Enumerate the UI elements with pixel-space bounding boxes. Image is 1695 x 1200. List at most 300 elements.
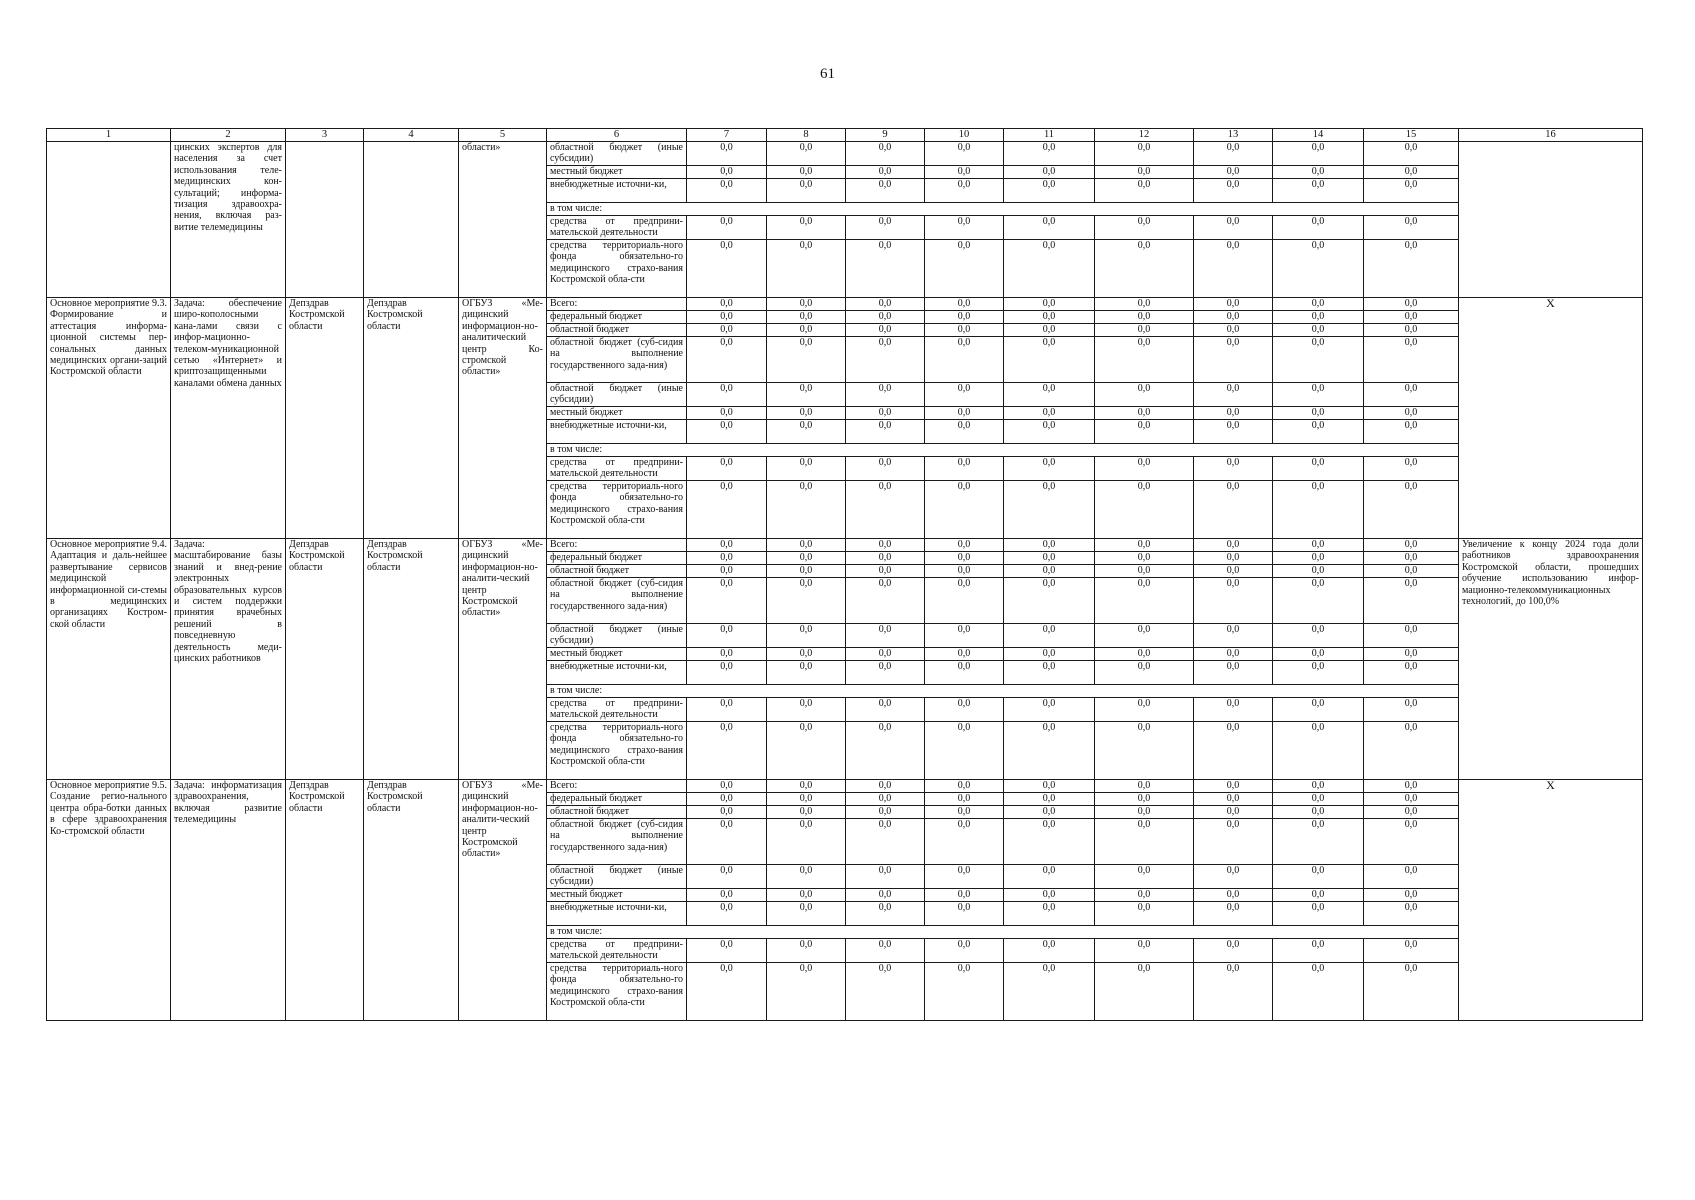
funding-value-col-11: 0,0: [1004, 179, 1095, 203]
funding-value-col-9: 0,0: [846, 565, 925, 578]
funding-value-col-15: 0,0: [1364, 578, 1459, 624]
funding-value-col-11: 0,0: [1004, 578, 1095, 624]
funding-value-col-14: 0,0: [1273, 216, 1364, 240]
funding-value-col-14: 0,0: [1273, 240, 1364, 298]
responsible-executor-cell: [286, 142, 364, 298]
funding-value-col-14: 0,0: [1273, 578, 1364, 624]
funding-value-col-11: 0,0: [1004, 216, 1095, 240]
funding-value-col-15: 0,0: [1364, 722, 1459, 780]
funding-source-label: в том числе:: [547, 685, 1459, 698]
activity-cell: Основное мероприятие 9.3. Формирование и аттестация информа-ционной системы пер-сональных данных медицинских органи-заций Костромской области: [47, 298, 171, 539]
funding-value-col-8: 0,0: [767, 407, 846, 420]
funding-value-col-13: 0,0: [1194, 324, 1273, 337]
participant-cell: ОГБУЗ «Ме-дицинский информацион-но-аналити-ческий центр Костромской области»: [459, 539, 547, 780]
funding-value-col-8: 0,0: [767, 240, 846, 298]
activity-cell: Основное мероприятие 9.4. Адаптация и даль-нейшее развертывание сервисов медицинской информационной си-стемы в медицинских организациях Костром-ской области: [47, 539, 171, 780]
funding-source-label: внебюджетные источни-ки,: [547, 420, 687, 444]
funding-value-col-14: 0,0: [1273, 698, 1364, 722]
funding-value-col-9: 0,0: [846, 722, 925, 780]
funding-value-col-8: 0,0: [767, 819, 846, 865]
column-number-14: 14: [1273, 129, 1364, 142]
funding-value-col-11: 0,0: [1004, 793, 1095, 806]
funding-value-col-13: 0,0: [1194, 383, 1273, 407]
funding-value-col-12: 0,0: [1095, 240, 1194, 298]
funding-source-label: федеральный бюджет: [547, 793, 687, 806]
funding-value-col-10: 0,0: [925, 698, 1004, 722]
funding-value-col-15: 0,0: [1364, 648, 1459, 661]
funding-value-col-8: 0,0: [767, 383, 846, 407]
funding-source-label: средства территориаль-ного фонда обязательно-го медицинского страхо-вания Костромской обла-сти: [547, 963, 687, 1021]
funding-value-col-8: 0,0: [767, 539, 846, 552]
funding-value-col-8: 0,0: [767, 698, 846, 722]
funding-source-label: областной бюджет (иные субсидии): [547, 624, 687, 648]
responsible-executor-cell: Депздрав Костромской области: [286, 298, 364, 539]
funding-value-col-14: 0,0: [1273, 793, 1364, 806]
funding-value-col-14: 0,0: [1273, 324, 1364, 337]
funding-value-col-12: 0,0: [1095, 648, 1194, 661]
funding-value-col-13: 0,0: [1194, 298, 1273, 311]
funding-value-col-7: 0,0: [687, 311, 767, 324]
funding-value-col-13: 0,0: [1194, 939, 1273, 963]
funding-value-col-12: 0,0: [1095, 552, 1194, 565]
column-number-15: 15: [1364, 129, 1459, 142]
funding-source-label: областной бюджет (суб-сидия на выполнение государственного зада-ния): [547, 337, 687, 383]
co-executor-cell: Депздрав Костромской области: [364, 539, 459, 780]
funding-value-col-11: 0,0: [1004, 311, 1095, 324]
funding-value-col-12: 0,0: [1095, 819, 1194, 865]
funding-value-col-7: 0,0: [687, 166, 767, 179]
co-executor-cell: Депздрав Костромской области: [364, 298, 459, 539]
funding-value-col-9: 0,0: [846, 889, 925, 902]
funding-value-col-9: 0,0: [846, 179, 925, 203]
column-number-2: 2: [171, 129, 286, 142]
funding-value-col-13: 0,0: [1194, 648, 1273, 661]
funding-value-col-9: 0,0: [846, 298, 925, 311]
funding-value-col-13: 0,0: [1194, 142, 1273, 166]
funding-value-col-15: 0,0: [1364, 552, 1459, 565]
funding-value-col-11: 0,0: [1004, 722, 1095, 780]
funding-value-col-13: 0,0: [1194, 661, 1273, 685]
funding-value-col-14: 0,0: [1273, 539, 1364, 552]
funding-value-col-13: 0,0: [1194, 819, 1273, 865]
funding-value-col-11: 0,0: [1004, 539, 1095, 552]
funding-value-col-7: 0,0: [687, 481, 767, 539]
funding-source-label: внебюджетные источни-ки,: [547, 179, 687, 203]
funding-value-col-10: 0,0: [925, 819, 1004, 865]
funding-value-col-10: 0,0: [925, 806, 1004, 819]
funding-value-col-9: 0,0: [846, 661, 925, 685]
column-number-9: 9: [846, 129, 925, 142]
funding-value-col-13: 0,0: [1194, 698, 1273, 722]
funding-value-col-14: 0,0: [1273, 481, 1364, 539]
funding-value-col-10: 0,0: [925, 240, 1004, 298]
funding-value-col-15: 0,0: [1364, 166, 1459, 179]
funding-value-col-12: 0,0: [1095, 806, 1194, 819]
funding-value-col-11: 0,0: [1004, 337, 1095, 383]
funding-value-col-13: 0,0: [1194, 337, 1273, 383]
funding-value-col-12: 0,0: [1095, 565, 1194, 578]
funding-source-label: в том числе:: [547, 444, 1459, 457]
funding-value-col-13: 0,0: [1194, 806, 1273, 819]
funding-value-col-9: 0,0: [846, 624, 925, 648]
funding-value-col-10: 0,0: [925, 578, 1004, 624]
funding-value-col-13: 0,0: [1194, 457, 1273, 481]
funding-value-col-10: 0,0: [925, 939, 1004, 963]
funding-source-label: внебюджетные источни-ки,: [547, 902, 687, 926]
funding-value-col-14: 0,0: [1273, 552, 1364, 565]
funding-source-label: федеральный бюджет: [547, 311, 687, 324]
funding-value-col-13: 0,0: [1194, 889, 1273, 902]
funding-value-col-9: 0,0: [846, 481, 925, 539]
funding-value-col-12: 0,0: [1095, 793, 1194, 806]
funding-value-col-7: 0,0: [687, 806, 767, 819]
funding-value-col-12: 0,0: [1095, 661, 1194, 685]
funding-value-col-13: 0,0: [1194, 722, 1273, 780]
funding-value-col-8: 0,0: [767, 939, 846, 963]
funding-value-col-7: 0,0: [687, 865, 767, 889]
funding-value-col-15: 0,0: [1364, 793, 1459, 806]
funding-value-col-14: 0,0: [1273, 298, 1364, 311]
task-cell: Задача: информатизация здравоохранения, включая развитие телемедицины: [171, 780, 286, 1021]
funding-value-col-14: 0,0: [1273, 624, 1364, 648]
funding-value-col-13: 0,0: [1194, 539, 1273, 552]
funding-value-col-9: 0,0: [846, 806, 925, 819]
funding-value-col-8: 0,0: [767, 661, 846, 685]
funding-value-col-15: 0,0: [1364, 889, 1459, 902]
participant-cell: ОГБУЗ «Ме-дицинский информацион-но-аналити-ческий центр Костромской области»: [459, 780, 547, 1021]
funding-value-col-14: 0,0: [1273, 722, 1364, 780]
participant-cell: ОГБУЗ «Ме-дицинский информацион-но-аналитический центр Ко-стромской области»: [459, 298, 547, 539]
funding-value-col-8: 0,0: [767, 142, 846, 166]
column-number-12: 12: [1095, 129, 1194, 142]
funding-value-col-10: 0,0: [925, 420, 1004, 444]
funding-value-col-15: 0,0: [1364, 819, 1459, 865]
funding-value-col-7: 0,0: [687, 648, 767, 661]
page-number: 61: [820, 66, 835, 82]
funding-value-col-10: 0,0: [925, 963, 1004, 1021]
funding-value-col-14: 0,0: [1273, 565, 1364, 578]
funding-source-label: областной бюджет (иные субсидии): [547, 865, 687, 889]
funding-value-col-13: 0,0: [1194, 578, 1273, 624]
funding-value-col-11: 0,0: [1004, 457, 1095, 481]
funding-value-col-7: 0,0: [687, 624, 767, 648]
column-number-11: 11: [1004, 129, 1095, 142]
funding-source-label: средства от предприни-мательской деятельности: [547, 216, 687, 240]
funding-value-col-14: 0,0: [1273, 420, 1364, 444]
funding-value-col-9: 0,0: [846, 216, 925, 240]
funding-value-col-13: 0,0: [1194, 481, 1273, 539]
funding-value-col-7: 0,0: [687, 722, 767, 780]
funding-value-col-11: 0,0: [1004, 661, 1095, 685]
funding-value-col-8: 0,0: [767, 865, 846, 889]
expected-result-cell: Х: [1459, 298, 1643, 539]
funding-value-col-10: 0,0: [925, 889, 1004, 902]
funding-value-col-7: 0,0: [687, 780, 767, 793]
funding-value-col-10: 0,0: [925, 383, 1004, 407]
funding-value-col-15: 0,0: [1364, 565, 1459, 578]
funding-value-col-9: 0,0: [846, 311, 925, 324]
funding-value-col-12: 0,0: [1095, 337, 1194, 383]
funding-value-col-8: 0,0: [767, 324, 846, 337]
funding-value-col-7: 0,0: [687, 324, 767, 337]
funding-value-col-15: 0,0: [1364, 806, 1459, 819]
funding-value-col-11: 0,0: [1004, 324, 1095, 337]
participant-cell: области»: [459, 142, 547, 298]
task-cell: цинских экспертов для населения за счет использования теле-медицинских кон-сультаций; информа-тизация здравоохра-нения, включая раз-витие телемедицины: [171, 142, 286, 298]
funding-value-col-10: 0,0: [925, 793, 1004, 806]
column-number-5: 5: [459, 129, 547, 142]
funding-value-col-15: 0,0: [1364, 383, 1459, 407]
funding-value-col-9: 0,0: [846, 648, 925, 661]
funding-source-label: федеральный бюджет: [547, 552, 687, 565]
task-cell: Задача: обеспечение широ-кополосными кана-лами связи с инфор-мационно-телеком-муникационной сетью «Интернет» и криптозащищенными каналами обмена данных: [171, 298, 286, 539]
funding-value-col-13: 0,0: [1194, 963, 1273, 1021]
funding-value-col-14: 0,0: [1273, 179, 1364, 203]
funding-value-col-14: 0,0: [1273, 963, 1364, 1021]
funding-source-label: средства от предприни-мательской деятельности: [547, 698, 687, 722]
funding-value-col-15: 0,0: [1364, 179, 1459, 203]
funding-value-col-7: 0,0: [687, 698, 767, 722]
funding-value-col-15: 0,0: [1364, 407, 1459, 420]
funding-value-col-15: 0,0: [1364, 698, 1459, 722]
funding-value-col-11: 0,0: [1004, 902, 1095, 926]
funding-source-label: внебюджетные источни-ки,: [547, 661, 687, 685]
funding-value-col-13: 0,0: [1194, 179, 1273, 203]
funding-value-col-7: 0,0: [687, 179, 767, 203]
funding-value-col-15: 0,0: [1364, 240, 1459, 298]
funding-value-col-10: 0,0: [925, 661, 1004, 685]
funding-value-col-10: 0,0: [925, 624, 1004, 648]
funding-value-col-14: 0,0: [1273, 889, 1364, 902]
funding-value-col-7: 0,0: [687, 552, 767, 565]
funding-value-col-12: 0,0: [1095, 722, 1194, 780]
funding-value-col-10: 0,0: [925, 865, 1004, 889]
funding-value-col-12: 0,0: [1095, 889, 1194, 902]
funding-value-col-7: 0,0: [687, 793, 767, 806]
funding-value-col-7: 0,0: [687, 578, 767, 624]
funding-source-label: Всего:: [547, 539, 687, 552]
funding-value-col-10: 0,0: [925, 179, 1004, 203]
expected-result-cell: Увеличение к концу 2024 года доли работников здравоохранения Костромской области, прошедших обучение использованию инфор-мационно-телекоммуникационных технологий, до 100,0%: [1459, 539, 1643, 780]
funding-value-col-13: 0,0: [1194, 311, 1273, 324]
funding-value-col-13: 0,0: [1194, 420, 1273, 444]
activity-cell: Основное мероприятие 9.5. Создание регио-нального центра обра-ботки данных в сфере здравоохранения Ко-стромской области: [47, 780, 171, 1021]
funding-value-col-14: 0,0: [1273, 383, 1364, 407]
funding-source-label: областной бюджет: [547, 565, 687, 578]
funding-value-col-7: 0,0: [687, 383, 767, 407]
funding-value-col-7: 0,0: [687, 142, 767, 166]
funding-value-col-12: 0,0: [1095, 939, 1194, 963]
funding-value-col-8: 0,0: [767, 166, 846, 179]
program-measures-table: [46, 128, 1643, 1021]
funding-value-col-8: 0,0: [767, 481, 846, 539]
funding-value-col-9: 0,0: [846, 939, 925, 963]
table-row: [47, 539, 1643, 552]
funding-value-col-9: 0,0: [846, 793, 925, 806]
funding-value-col-13: 0,0: [1194, 865, 1273, 889]
funding-value-col-13: 0,0: [1194, 407, 1273, 420]
funding-value-col-8: 0,0: [767, 420, 846, 444]
funding-value-col-12: 0,0: [1095, 865, 1194, 889]
funding-value-col-12: 0,0: [1095, 624, 1194, 648]
funding-value-col-7: 0,0: [687, 420, 767, 444]
funding-value-col-12: 0,0: [1095, 179, 1194, 203]
funding-value-col-13: 0,0: [1194, 793, 1273, 806]
funding-value-col-7: 0,0: [687, 216, 767, 240]
funding-value-col-8: 0,0: [767, 722, 846, 780]
funding-value-col-8: 0,0: [767, 179, 846, 203]
funding-value-col-15: 0,0: [1364, 216, 1459, 240]
funding-value-col-10: 0,0: [925, 722, 1004, 780]
column-number-7: 7: [687, 129, 767, 142]
funding-value-col-13: 0,0: [1194, 552, 1273, 565]
funding-source-label: областной бюджет: [547, 806, 687, 819]
funding-value-col-14: 0,0: [1273, 457, 1364, 481]
task-cell: Задача: масштабирование базы знаний и внед-рение электронных образовательных курсов и систем поддержки принятия врачебных решений в повседневную деятельность меди-цинских работников: [171, 539, 286, 780]
funding-source-label: областной бюджет (иные субсидии): [547, 383, 687, 407]
funding-value-col-7: 0,0: [687, 298, 767, 311]
co-executor-cell: [364, 142, 459, 298]
funding-value-col-8: 0,0: [767, 337, 846, 383]
expected-result-cell: Х: [1459, 780, 1643, 1021]
responsible-executor-cell: Депздрав Костромской области: [286, 780, 364, 1021]
funding-value-col-10: 0,0: [925, 166, 1004, 179]
funding-value-col-8: 0,0: [767, 311, 846, 324]
funding-value-col-9: 0,0: [846, 337, 925, 383]
funding-value-col-15: 0,0: [1364, 420, 1459, 444]
funding-value-col-7: 0,0: [687, 902, 767, 926]
funding-value-col-15: 0,0: [1364, 311, 1459, 324]
funding-source-label: областной бюджет (суб-сидия на выполнение государственного зада-ния): [547, 578, 687, 624]
funding-value-col-9: 0,0: [846, 578, 925, 624]
funding-value-col-7: 0,0: [687, 963, 767, 1021]
expected-result-cell: [1459, 142, 1643, 298]
funding-value-col-15: 0,0: [1364, 481, 1459, 539]
funding-value-col-8: 0,0: [767, 963, 846, 1021]
funding-value-col-11: 0,0: [1004, 142, 1095, 166]
funding-value-col-14: 0,0: [1273, 311, 1364, 324]
funding-value-col-9: 0,0: [846, 240, 925, 298]
column-number-16: 16: [1459, 129, 1643, 142]
funding-value-col-8: 0,0: [767, 902, 846, 926]
funding-value-col-7: 0,0: [687, 457, 767, 481]
funding-value-col-11: 0,0: [1004, 420, 1095, 444]
funding-value-col-12: 0,0: [1095, 311, 1194, 324]
funding-value-col-14: 0,0: [1273, 806, 1364, 819]
funding-value-col-7: 0,0: [687, 889, 767, 902]
funding-value-col-14: 0,0: [1273, 142, 1364, 166]
funding-source-label: средства территориаль-ного фонда обязательно-го медицинского страхо-вания Костромской обла-сти: [547, 722, 687, 780]
funding-value-col-12: 0,0: [1095, 420, 1194, 444]
funding-value-col-11: 0,0: [1004, 648, 1095, 661]
funding-value-col-11: 0,0: [1004, 407, 1095, 420]
funding-value-col-11: 0,0: [1004, 865, 1095, 889]
funding-value-col-10: 0,0: [925, 565, 1004, 578]
column-number-1: 1: [47, 129, 171, 142]
funding-value-col-14: 0,0: [1273, 780, 1364, 793]
table-row: [47, 780, 1643, 793]
funding-value-col-11: 0,0: [1004, 963, 1095, 1021]
funding-value-col-11: 0,0: [1004, 240, 1095, 298]
funding-value-col-10: 0,0: [925, 298, 1004, 311]
funding-value-col-11: 0,0: [1004, 298, 1095, 311]
funding-value-col-10: 0,0: [925, 902, 1004, 926]
funding-value-col-9: 0,0: [846, 539, 925, 552]
funding-value-col-12: 0,0: [1095, 902, 1194, 926]
funding-value-col-10: 0,0: [925, 142, 1004, 166]
funding-value-col-15: 0,0: [1364, 661, 1459, 685]
funding-value-col-13: 0,0: [1194, 565, 1273, 578]
funding-value-col-15: 0,0: [1364, 337, 1459, 383]
funding-value-col-10: 0,0: [925, 457, 1004, 481]
funding-value-col-11: 0,0: [1004, 624, 1095, 648]
funding-value-col-12: 0,0: [1095, 780, 1194, 793]
funding-value-col-8: 0,0: [767, 624, 846, 648]
funding-value-col-9: 0,0: [846, 324, 925, 337]
funding-value-col-12: 0,0: [1095, 698, 1194, 722]
funding-value-col-7: 0,0: [687, 819, 767, 865]
funding-value-col-7: 0,0: [687, 939, 767, 963]
funding-source-label: областной бюджет (иные субсидии): [547, 142, 687, 166]
funding-value-col-12: 0,0: [1095, 142, 1194, 166]
funding-value-col-14: 0,0: [1273, 407, 1364, 420]
funding-value-col-8: 0,0: [767, 648, 846, 661]
funding-source-label: областной бюджет (суб-сидия на выполнение государственного зада-ния): [547, 819, 687, 865]
funding-value-col-9: 0,0: [846, 698, 925, 722]
funding-value-col-8: 0,0: [767, 552, 846, 565]
funding-value-col-12: 0,0: [1095, 457, 1194, 481]
funding-value-col-10: 0,0: [925, 324, 1004, 337]
funding-source-label: средства от предприни-мательской деятельности: [547, 457, 687, 481]
column-number-6: 6: [547, 129, 687, 142]
funding-value-col-15: 0,0: [1364, 963, 1459, 1021]
funding-value-col-10: 0,0: [925, 539, 1004, 552]
column-number-row: [47, 129, 1643, 142]
funding-value-col-10: 0,0: [925, 552, 1004, 565]
funding-value-col-12: 0,0: [1095, 298, 1194, 311]
funding-value-col-9: 0,0: [846, 166, 925, 179]
funding-value-col-14: 0,0: [1273, 648, 1364, 661]
column-number-3: 3: [286, 129, 364, 142]
funding-source-label: средства территориаль-ного фонда обязательно-го медицинского страхо-вания Костромской обла-сти: [547, 481, 687, 539]
funding-value-col-10: 0,0: [925, 311, 1004, 324]
funding-value-col-8: 0,0: [767, 793, 846, 806]
funding-source-label: средства территориаль-ного фонда обязательно-го медицинского страхо-вания Костромской обла-сти: [547, 240, 687, 298]
funding-value-col-7: 0,0: [687, 240, 767, 298]
funding-value-col-9: 0,0: [846, 383, 925, 407]
column-number-8: 8: [767, 129, 846, 142]
funding-value-col-14: 0,0: [1273, 661, 1364, 685]
funding-source-label: местный бюджет: [547, 648, 687, 661]
funding-value-col-11: 0,0: [1004, 481, 1095, 539]
funding-value-col-8: 0,0: [767, 298, 846, 311]
funding-value-col-8: 0,0: [767, 216, 846, 240]
funding-value-col-12: 0,0: [1095, 481, 1194, 539]
funding-value-col-7: 0,0: [687, 337, 767, 383]
funding-source-label: в том числе:: [547, 203, 1459, 216]
funding-source-label: Всего:: [547, 298, 687, 311]
funding-value-col-15: 0,0: [1364, 624, 1459, 648]
funding-value-col-10: 0,0: [925, 216, 1004, 240]
funding-value-col-7: 0,0: [687, 661, 767, 685]
column-number-13: 13: [1194, 129, 1273, 142]
column-number-4: 4: [364, 129, 459, 142]
funding-value-col-14: 0,0: [1273, 166, 1364, 179]
funding-value-col-11: 0,0: [1004, 552, 1095, 565]
funding-value-col-14: 0,0: [1273, 337, 1364, 383]
funding-source-label: местный бюджет: [547, 407, 687, 420]
funding-value-col-13: 0,0: [1194, 780, 1273, 793]
